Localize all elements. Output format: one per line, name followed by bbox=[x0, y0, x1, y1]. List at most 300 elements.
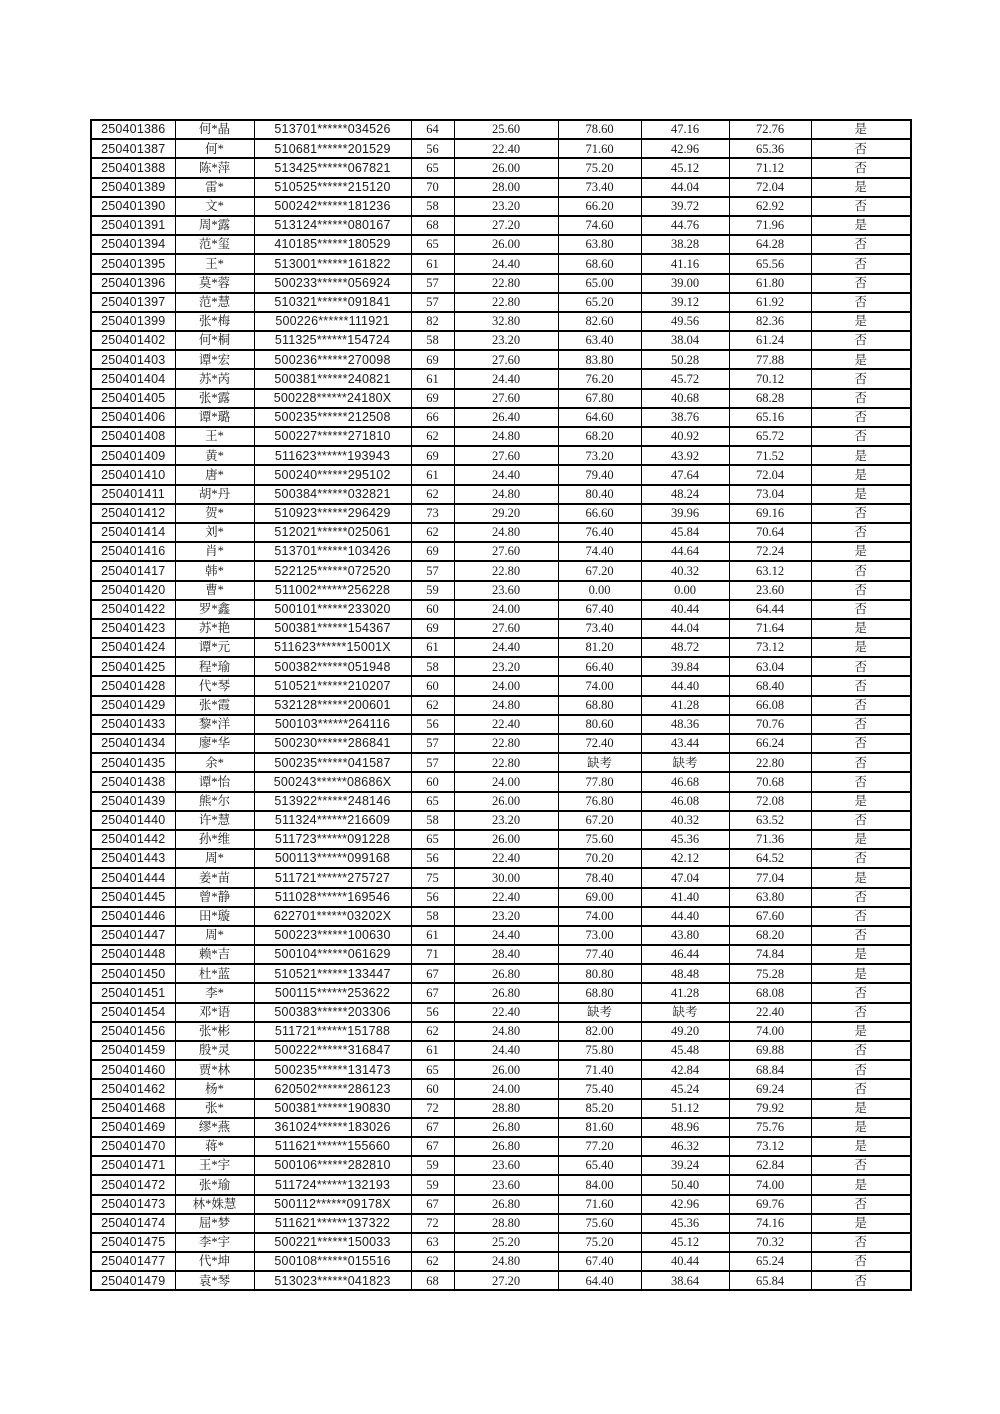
total-score-cell: 70.68 bbox=[729, 772, 811, 791]
interview-score-cell: 67.40 bbox=[558, 1252, 641, 1271]
total-score-cell: 71.36 bbox=[729, 830, 811, 849]
total-score-cell: 72.04 bbox=[729, 178, 811, 197]
interview-score-cell: 80.80 bbox=[558, 964, 641, 983]
name-cell: 张*瑜 bbox=[175, 1175, 254, 1194]
total-score-cell: 68.40 bbox=[729, 676, 811, 695]
raw-score-cell: 67 bbox=[411, 1137, 454, 1156]
id-card-cell: 500382******051948 bbox=[254, 657, 411, 676]
weighted-interview-score-cell: 43.44 bbox=[641, 734, 729, 753]
interview-score-cell: 82.00 bbox=[558, 1022, 641, 1041]
table-row bbox=[91, 638, 911, 657]
total-score-cell: 65.84 bbox=[729, 1271, 811, 1290]
interview-score-cell: 69.00 bbox=[558, 888, 641, 907]
raw-score-cell: 60 bbox=[411, 1079, 454, 1098]
table-row bbox=[91, 139, 911, 158]
id-card-cell: 513922******248146 bbox=[254, 792, 411, 811]
interview-score-cell: 79.40 bbox=[558, 465, 641, 484]
weighted-written-score-cell: 24.40 bbox=[454, 369, 558, 388]
qualified-flag-cell: 否 bbox=[811, 753, 911, 772]
interview-score-cell: 71.60 bbox=[558, 139, 641, 158]
table-row bbox=[91, 216, 911, 235]
raw-score-cell: 62 bbox=[411, 1022, 454, 1041]
registration-number-cell: 250401397 bbox=[91, 293, 175, 312]
name-cell: 廖*华 bbox=[175, 734, 254, 753]
table-row bbox=[91, 235, 911, 254]
name-cell: 李* bbox=[175, 983, 254, 1002]
raw-score-cell: 60 bbox=[411, 772, 454, 791]
id-card-cell: 510681******201529 bbox=[254, 139, 411, 158]
interview-score-cell: 68.80 bbox=[558, 983, 641, 1002]
name-cell: 苏*艳 bbox=[175, 619, 254, 638]
registration-number-cell: 250401386 bbox=[91, 120, 175, 139]
name-cell: 刘* bbox=[175, 523, 254, 542]
weighted-interview-score-cell: 0.00 bbox=[641, 581, 729, 600]
name-cell: 姜*苗 bbox=[175, 868, 254, 887]
raw-score-cell: 67 bbox=[411, 1118, 454, 1137]
raw-score-cell: 65 bbox=[411, 1060, 454, 1079]
qualified-flag-cell: 是 bbox=[811, 1022, 911, 1041]
name-cell: 余* bbox=[175, 753, 254, 772]
name-cell: 周*露 bbox=[175, 216, 254, 235]
raw-score-cell: 67 bbox=[411, 983, 454, 1002]
weighted-written-score-cell: 23.20 bbox=[454, 331, 558, 350]
weighted-interview-score-cell: 39.00 bbox=[641, 274, 729, 293]
id-card-cell: 510521******133447 bbox=[254, 964, 411, 983]
id-card-cell: 511724******132193 bbox=[254, 1175, 411, 1194]
registration-number-cell: 250401479 bbox=[91, 1271, 175, 1290]
name-cell: 张*露 bbox=[175, 389, 254, 408]
registration-number-cell: 250401422 bbox=[91, 600, 175, 619]
id-card-cell: 512021******025061 bbox=[254, 523, 411, 542]
registration-number-cell: 250401444 bbox=[91, 868, 175, 887]
total-score-cell: 61.92 bbox=[729, 293, 811, 312]
raw-score-cell: 69 bbox=[411, 446, 454, 465]
id-card-cell: 500103******264116 bbox=[254, 715, 411, 734]
interview-score-cell: 74.00 bbox=[558, 907, 641, 926]
weighted-written-score-cell: 32.80 bbox=[454, 312, 558, 331]
registration-number-cell: 250401414 bbox=[91, 523, 175, 542]
weighted-written-score-cell: 22.40 bbox=[454, 849, 558, 868]
total-score-cell: 23.60 bbox=[729, 581, 811, 600]
id-card-cell: 513001******161822 bbox=[254, 254, 411, 273]
interview-score-cell: 75.60 bbox=[558, 1214, 641, 1233]
qualified-flag-cell: 是 bbox=[811, 868, 911, 887]
raw-score-cell: 72 bbox=[411, 1214, 454, 1233]
raw-score-cell: 56 bbox=[411, 715, 454, 734]
id-card-cell: 500235******212508 bbox=[254, 408, 411, 427]
interview-score-cell: 84.00 bbox=[558, 1175, 641, 1194]
id-card-cell: 361024******183026 bbox=[254, 1118, 411, 1137]
raw-score-cell: 67 bbox=[411, 964, 454, 983]
interview-score-cell: 83.80 bbox=[558, 350, 641, 369]
raw-score-cell: 56 bbox=[411, 849, 454, 868]
table-row bbox=[91, 1118, 911, 1137]
name-cell: 王* bbox=[175, 254, 254, 273]
table-row bbox=[91, 849, 911, 868]
qualified-flag-cell: 否 bbox=[811, 158, 911, 177]
weighted-written-score-cell: 28.80 bbox=[454, 1214, 558, 1233]
total-score-cell: 71.96 bbox=[729, 216, 811, 235]
table-row bbox=[91, 158, 911, 177]
registration-number-cell: 250401420 bbox=[91, 581, 175, 600]
name-cell: 罗*鑫 bbox=[175, 600, 254, 619]
table-row bbox=[91, 830, 911, 849]
qualified-flag-cell: 是 bbox=[811, 638, 911, 657]
qualified-flag-cell: 是 bbox=[811, 1099, 911, 1118]
name-cell: 屈*梦 bbox=[175, 1214, 254, 1233]
name-cell: 雷* bbox=[175, 178, 254, 197]
qualified-flag-cell: 否 bbox=[811, 772, 911, 791]
weighted-written-score-cell: 22.80 bbox=[454, 734, 558, 753]
weighted-written-score-cell: 26.80 bbox=[454, 964, 558, 983]
interview-score-cell: 65.00 bbox=[558, 274, 641, 293]
weighted-written-score-cell: 22.80 bbox=[454, 274, 558, 293]
weighted-written-score-cell: 26.00 bbox=[454, 792, 558, 811]
weighted-written-score-cell: 24.80 bbox=[454, 1022, 558, 1041]
table-row bbox=[91, 1175, 911, 1194]
interview-score-cell: 74.00 bbox=[558, 676, 641, 695]
score-table-body bbox=[91, 120, 911, 1290]
id-card-cell: 513124******080167 bbox=[254, 216, 411, 235]
qualified-flag-cell: 否 bbox=[811, 849, 911, 868]
weighted-interview-score-cell: 41.28 bbox=[641, 983, 729, 1002]
raw-score-cell: 58 bbox=[411, 657, 454, 676]
qualified-flag-cell: 否 bbox=[811, 1060, 911, 1079]
qualified-flag-cell: 是 bbox=[811, 350, 911, 369]
qualified-flag-cell: 否 bbox=[811, 389, 911, 408]
qualified-flag-cell: 否 bbox=[811, 408, 911, 427]
weighted-interview-score-cell: 39.96 bbox=[641, 504, 729, 523]
weighted-interview-score-cell: 40.92 bbox=[641, 427, 729, 446]
interview-score-cell: 74.40 bbox=[558, 542, 641, 561]
raw-score-cell: 59 bbox=[411, 581, 454, 600]
table-row bbox=[91, 1099, 911, 1118]
id-card-cell: 513425******067821 bbox=[254, 158, 411, 177]
name-cell: 胡*丹 bbox=[175, 485, 254, 504]
name-cell: 杨* bbox=[175, 1079, 254, 1098]
interview-score-cell: 77.20 bbox=[558, 1137, 641, 1156]
weighted-written-score-cell: 24.00 bbox=[454, 600, 558, 619]
total-score-cell: 62.84 bbox=[729, 1156, 811, 1175]
weighted-interview-score-cell: 50.40 bbox=[641, 1175, 729, 1194]
weighted-written-score-cell: 26.00 bbox=[454, 235, 558, 254]
total-score-cell: 68.20 bbox=[729, 926, 811, 945]
interview-score-cell: 66.20 bbox=[558, 197, 641, 216]
qualified-flag-cell: 否 bbox=[811, 197, 911, 216]
weighted-written-score-cell: 24.40 bbox=[454, 638, 558, 657]
qualified-flag-cell: 否 bbox=[811, 907, 911, 926]
weighted-interview-score-cell: 38.64 bbox=[641, 1271, 729, 1290]
qualified-flag-cell: 是 bbox=[811, 542, 911, 561]
interview-score-cell: 75.80 bbox=[558, 1041, 641, 1060]
registration-number-cell: 250401406 bbox=[91, 408, 175, 427]
table-row bbox=[91, 427, 911, 446]
table-row bbox=[91, 581, 911, 600]
weighted-interview-score-cell: 42.96 bbox=[641, 1195, 729, 1214]
interview-score-cell: 80.60 bbox=[558, 715, 641, 734]
id-card-cell: 511002******256228 bbox=[254, 581, 411, 600]
qualified-flag-cell: 否 bbox=[811, 1003, 911, 1022]
interview-score-cell: 76.80 bbox=[558, 792, 641, 811]
interview-score-cell: 缺考 bbox=[558, 1003, 641, 1022]
interview-score-cell: 71.40 bbox=[558, 1060, 641, 1079]
weighted-written-score-cell: 26.00 bbox=[454, 1060, 558, 1079]
id-card-cell: 500223******100630 bbox=[254, 926, 411, 945]
total-score-cell: 79.92 bbox=[729, 1099, 811, 1118]
total-score-cell: 74.00 bbox=[729, 1175, 811, 1194]
registration-number-cell: 250401475 bbox=[91, 1233, 175, 1252]
registration-number-cell: 250401462 bbox=[91, 1079, 175, 1098]
weighted-written-score-cell: 24.00 bbox=[454, 1079, 558, 1098]
weighted-interview-score-cell: 45.12 bbox=[641, 158, 729, 177]
weighted-interview-score-cell: 45.24 bbox=[641, 1079, 729, 1098]
qualified-flag-cell: 否 bbox=[811, 1195, 911, 1214]
table-row bbox=[91, 772, 911, 791]
weighted-written-score-cell: 25.20 bbox=[454, 1233, 558, 1252]
registration-number-cell: 250401417 bbox=[91, 561, 175, 580]
raw-score-cell: 56 bbox=[411, 139, 454, 158]
table-row bbox=[91, 1214, 911, 1233]
weighted-interview-score-cell: 47.04 bbox=[641, 868, 729, 887]
raw-score-cell: 69 bbox=[411, 350, 454, 369]
registration-number-cell: 250401404 bbox=[91, 369, 175, 388]
table-row bbox=[91, 811, 911, 830]
id-card-cell: 510525******215120 bbox=[254, 178, 411, 197]
table-row bbox=[91, 1022, 911, 1041]
weighted-interview-score-cell: 44.40 bbox=[641, 676, 729, 695]
id-card-cell: 500227******271810 bbox=[254, 427, 411, 446]
id-card-cell: 500381******240821 bbox=[254, 369, 411, 388]
weighted-interview-score-cell: 51.12 bbox=[641, 1099, 729, 1118]
weighted-written-score-cell: 27.60 bbox=[454, 619, 558, 638]
raw-score-cell: 57 bbox=[411, 274, 454, 293]
name-cell: 张*梅 bbox=[175, 312, 254, 331]
interview-score-cell: 77.80 bbox=[558, 772, 641, 791]
registration-number-cell: 250401443 bbox=[91, 849, 175, 868]
raw-score-cell: 62 bbox=[411, 1252, 454, 1271]
weighted-written-score-cell: 24.40 bbox=[454, 1041, 558, 1060]
table-row bbox=[91, 907, 911, 926]
weighted-written-score-cell: 29.20 bbox=[454, 504, 558, 523]
raw-score-cell: 56 bbox=[411, 888, 454, 907]
weighted-written-score-cell: 24.80 bbox=[454, 523, 558, 542]
total-score-cell: 70.64 bbox=[729, 523, 811, 542]
name-cell: 曹* bbox=[175, 581, 254, 600]
total-score-cell: 72.76 bbox=[729, 120, 811, 139]
table-row bbox=[91, 792, 911, 811]
qualified-flag-cell: 否 bbox=[811, 581, 911, 600]
weighted-interview-score-cell: 46.68 bbox=[641, 772, 729, 791]
qualified-flag-cell: 否 bbox=[811, 1041, 911, 1060]
id-card-cell: 511623******193943 bbox=[254, 446, 411, 465]
weighted-interview-score-cell: 48.48 bbox=[641, 964, 729, 983]
id-card-cell: 500242******181236 bbox=[254, 197, 411, 216]
table-row bbox=[91, 485, 911, 504]
weighted-interview-score-cell: 41.28 bbox=[641, 696, 729, 715]
registration-number-cell: 250401391 bbox=[91, 216, 175, 235]
qualified-flag-cell: 否 bbox=[811, 696, 911, 715]
score-table bbox=[90, 119, 912, 1291]
weighted-interview-score-cell: 43.80 bbox=[641, 926, 729, 945]
raw-score-cell: 71 bbox=[411, 945, 454, 964]
qualified-flag-cell: 否 bbox=[811, 139, 911, 158]
weighted-interview-score-cell: 45.84 bbox=[641, 523, 729, 542]
weighted-written-score-cell: 23.60 bbox=[454, 1156, 558, 1175]
name-cell: 张*彬 bbox=[175, 1022, 254, 1041]
raw-score-cell: 58 bbox=[411, 907, 454, 926]
registration-number-cell: 250401456 bbox=[91, 1022, 175, 1041]
name-cell: 赖*吉 bbox=[175, 945, 254, 964]
registration-number-cell: 250401408 bbox=[91, 427, 175, 446]
qualified-flag-cell: 否 bbox=[811, 504, 911, 523]
interview-score-cell: 0.00 bbox=[558, 581, 641, 600]
id-card-cell: 510521******210207 bbox=[254, 676, 411, 695]
weighted-interview-score-cell: 39.72 bbox=[641, 197, 729, 216]
registration-number-cell: 250401410 bbox=[91, 465, 175, 484]
total-score-cell: 71.12 bbox=[729, 158, 811, 177]
id-card-cell: 513701******103426 bbox=[254, 542, 411, 561]
raw-score-cell: 56 bbox=[411, 1003, 454, 1022]
table-row bbox=[91, 1156, 911, 1175]
weighted-interview-score-cell: 48.36 bbox=[641, 715, 729, 734]
qualified-flag-cell: 否 bbox=[811, 254, 911, 273]
raw-score-cell: 61 bbox=[411, 465, 454, 484]
total-score-cell: 82.36 bbox=[729, 312, 811, 331]
id-card-cell: 500221******150033 bbox=[254, 1233, 411, 1252]
name-cell: 熊*尔 bbox=[175, 792, 254, 811]
total-score-cell: 61.80 bbox=[729, 274, 811, 293]
name-cell: 贺* bbox=[175, 504, 254, 523]
name-cell: 林*姝慧 bbox=[175, 1195, 254, 1214]
registration-number-cell: 250401423 bbox=[91, 619, 175, 638]
interview-score-cell: 75.40 bbox=[558, 1079, 641, 1098]
table-row bbox=[91, 465, 911, 484]
registration-number-cell: 250401416 bbox=[91, 542, 175, 561]
table-row bbox=[91, 389, 911, 408]
total-score-cell: 64.44 bbox=[729, 600, 811, 619]
name-cell: 邓*语 bbox=[175, 1003, 254, 1022]
weighted-interview-score-cell: 46.32 bbox=[641, 1137, 729, 1156]
qualified-flag-cell: 否 bbox=[811, 293, 911, 312]
total-score-cell: 72.24 bbox=[729, 542, 811, 561]
weighted-written-score-cell: 27.60 bbox=[454, 542, 558, 561]
table-row bbox=[91, 1271, 911, 1290]
id-card-cell: 500113******099168 bbox=[254, 849, 411, 868]
registration-number-cell: 250401396 bbox=[91, 274, 175, 293]
id-card-cell: 500108******015516 bbox=[254, 1252, 411, 1271]
total-score-cell: 64.28 bbox=[729, 235, 811, 254]
registration-number-cell: 250401470 bbox=[91, 1137, 175, 1156]
table-row bbox=[91, 1060, 911, 1079]
interview-score-cell: 67.40 bbox=[558, 600, 641, 619]
table-row bbox=[91, 753, 911, 772]
table-row bbox=[91, 696, 911, 715]
registration-number-cell: 250401468 bbox=[91, 1099, 175, 1118]
registration-number-cell: 250401477 bbox=[91, 1252, 175, 1271]
id-card-cell: 500381******154367 bbox=[254, 619, 411, 638]
interview-score-cell: 67.20 bbox=[558, 561, 641, 580]
total-score-cell: 71.64 bbox=[729, 619, 811, 638]
name-cell: 何* bbox=[175, 139, 254, 158]
interview-score-cell: 68.60 bbox=[558, 254, 641, 273]
weighted-interview-score-cell: 47.16 bbox=[641, 120, 729, 139]
raw-score-cell: 68 bbox=[411, 216, 454, 235]
id-card-cell: 500235******131473 bbox=[254, 1060, 411, 1079]
registration-number-cell: 250401394 bbox=[91, 235, 175, 254]
raw-score-cell: 62 bbox=[411, 427, 454, 446]
raw-score-cell: 70 bbox=[411, 178, 454, 197]
name-cell: 谭*怡 bbox=[175, 772, 254, 791]
raw-score-cell: 61 bbox=[411, 369, 454, 388]
table-row bbox=[91, 1252, 911, 1271]
qualified-flag-cell: 是 bbox=[811, 178, 911, 197]
raw-score-cell: 57 bbox=[411, 734, 454, 753]
table-row bbox=[91, 446, 911, 465]
registration-number-cell: 250401402 bbox=[91, 331, 175, 350]
id-card-cell: 500381******190830 bbox=[254, 1099, 411, 1118]
raw-score-cell: 60 bbox=[411, 600, 454, 619]
weighted-interview-score-cell: 49.56 bbox=[641, 312, 729, 331]
raw-score-cell: 58 bbox=[411, 811, 454, 830]
registration-number-cell: 250401435 bbox=[91, 753, 175, 772]
total-score-cell: 69.76 bbox=[729, 1195, 811, 1214]
interview-score-cell: 81.20 bbox=[558, 638, 641, 657]
name-cell: 谭*璐 bbox=[175, 408, 254, 427]
table-row bbox=[91, 561, 911, 580]
weighted-interview-score-cell: 46.08 bbox=[641, 792, 729, 811]
weighted-interview-score-cell: 40.44 bbox=[641, 600, 729, 619]
weighted-interview-score-cell: 44.04 bbox=[641, 619, 729, 638]
table-row bbox=[91, 523, 911, 542]
interview-score-cell: 85.20 bbox=[558, 1099, 641, 1118]
name-cell: 杜*蓝 bbox=[175, 964, 254, 983]
interview-score-cell: 65.40 bbox=[558, 1156, 641, 1175]
qualified-flag-cell: 是 bbox=[811, 830, 911, 849]
interview-score-cell: 78.40 bbox=[558, 868, 641, 887]
raw-score-cell: 57 bbox=[411, 293, 454, 312]
total-score-cell: 77.04 bbox=[729, 868, 811, 887]
raw-score-cell: 65 bbox=[411, 158, 454, 177]
name-cell: 张* bbox=[175, 1099, 254, 1118]
id-card-cell: 511621******155660 bbox=[254, 1137, 411, 1156]
qualified-flag-cell: 否 bbox=[811, 1156, 911, 1175]
interview-score-cell: 74.60 bbox=[558, 216, 641, 235]
table-row bbox=[91, 1041, 911, 1060]
weighted-interview-score-cell: 39.84 bbox=[641, 657, 729, 676]
name-cell: 何*晶 bbox=[175, 120, 254, 139]
total-score-cell: 65.56 bbox=[729, 254, 811, 273]
total-score-cell: 72.08 bbox=[729, 792, 811, 811]
registration-number-cell: 250401395 bbox=[91, 254, 175, 273]
registration-number-cell: 250401474 bbox=[91, 1214, 175, 1233]
qualified-flag-cell: 是 bbox=[811, 485, 911, 504]
total-score-cell: 74.84 bbox=[729, 945, 811, 964]
table-row bbox=[91, 254, 911, 273]
total-score-cell: 77.88 bbox=[729, 350, 811, 369]
registration-number-cell: 250401454 bbox=[91, 1003, 175, 1022]
id-card-cell: 513701******034526 bbox=[254, 120, 411, 139]
qualified-flag-cell: 是 bbox=[811, 619, 911, 638]
registration-number-cell: 250401433 bbox=[91, 715, 175, 734]
qualified-flag-cell: 否 bbox=[811, 715, 911, 734]
registration-number-cell: 250401451 bbox=[91, 983, 175, 1002]
interview-score-cell: 67.80 bbox=[558, 389, 641, 408]
table-row bbox=[91, 657, 911, 676]
table-row bbox=[91, 715, 911, 734]
id-card-cell: 510923******296429 bbox=[254, 504, 411, 523]
name-cell: 张*霞 bbox=[175, 696, 254, 715]
table-row bbox=[91, 888, 911, 907]
